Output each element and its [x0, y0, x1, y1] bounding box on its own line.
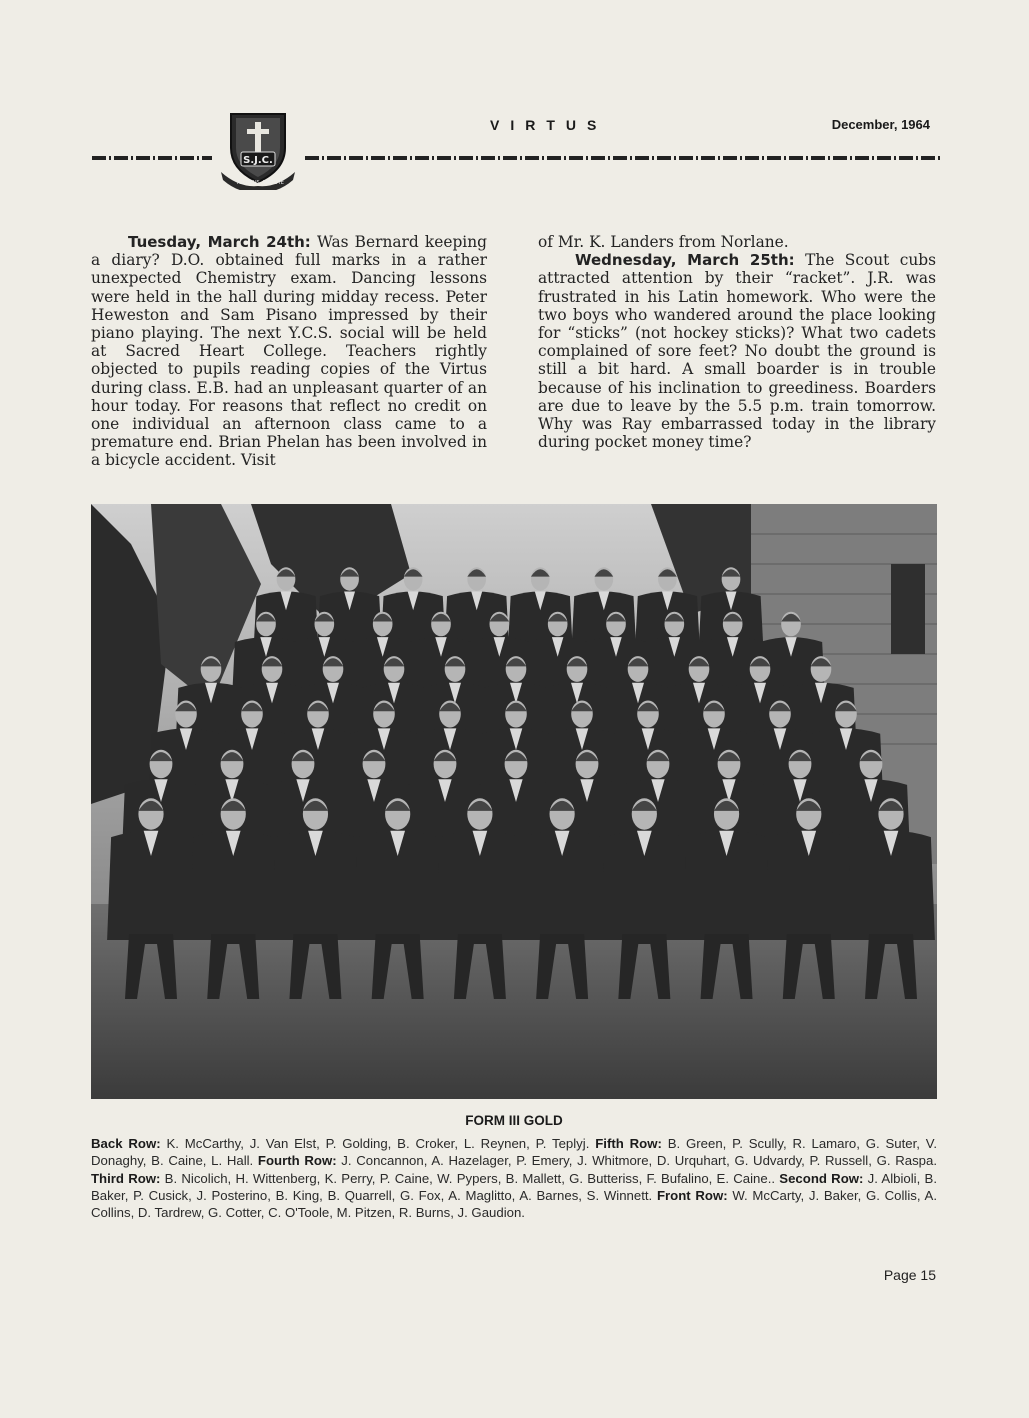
class-group-photo	[91, 504, 937, 1099]
article-column-left	[91, 233, 487, 470]
entry-date: Wednesday, March 25th:	[575, 251, 795, 270]
page-number: Page 15	[883, 1267, 936, 1283]
row-names: W. McCarty, J. Baker, G. Collis, A. Collins, D. Tardrew, G. Cotter, C. O'Toole, M. Pitzen, R. Burns, J. Gaudion.	[91, 1187, 937, 1221]
article-column-right	[538, 233, 936, 451]
row-label: Third Row:	[91, 1170, 161, 1186]
svg-text:VIRTUTE: VIRTUTE	[263, 180, 284, 186]
row-label: Fourth Row:	[257, 1153, 337, 1169]
publication-title: VIRTUS	[490, 117, 608, 133]
header-rule-right	[305, 156, 940, 160]
row-names: J. Albioli, B. Baker, P. Cusick, J. Posterino, B. King, B. Quarrell, G. Fox, A. Maglitto, A. Barnes, S. Winnett.	[91, 1170, 937, 1203]
svg-text:AD DEUS: AD DEUS	[237, 180, 260, 186]
diary-entry-march-25	[538, 251, 936, 451]
photo-caption-title: FORM III GOLD	[465, 1113, 563, 1128]
row-names: J. Concannon, A. Hazelager, P. Emery, J. Whitmore, D. Urquhart, G. Udvardy, P. Russell, G. Raspa.	[336, 1153, 937, 1169]
row-names: K. McCarthy, J. Van Elst, P. Golding, B. Croker, L. Reynen, P. Teplyj.	[160, 1136, 596, 1151]
entry-text: Was Bernard keeping a diary? D.O. obtained full marks in a rather unexpected Chemistry exam. Dancing lessons were held in the hall during midday recess. Peter Heweston and Sam Pisano impressed by their piano playing. The next Y.C.S. social will be held at Sacred Heart College. Teachers rightly objected to pupils reading copies of the Virtus during class. E.B. had an unpleasant quarter of an hour today. For reasons that reflect no credit on one individual an afternoon class came to a premature end. Brian Phelan has been involved in a bicycle accident. Visit	[91, 233, 487, 470]
row-label: Second Row:	[779, 1170, 864, 1186]
photo-caption-names	[91, 1135, 937, 1221]
entry-text: The Scout cubs attracted attention by their “racket”. J.R. was frustrated in his Latin homework. Who were the two boys who wandered around the place looking for “sticks” (not hockey sticks)? What two cadets complained of sore feet? No doubt the ground is still a bit hard. A small boarder is in trouble because of his inclination to greediness. Boarders are due to leave by the 5.5 p.m. train tomorrow. Why was Ray embarrassed today in the library during pocket money time?	[538, 251, 937, 452]
row-names: B. Nicolich, H. Wittenberg, K. Perry, P. Caine, W. Pypers, B. Mallett, G. Butteriss, F. Bufalino, E. Caine..	[160, 1170, 780, 1186]
row-names: B. Green, P. Scully, R. Lamaro, G. Suter, V. Donaghy, B. Caine, L. Hall.	[91, 1136, 938, 1169]
school-crest-logo	[219, 108, 297, 190]
entry-date: Tuesday, March 24th:	[128, 233, 311, 251]
row-label: Front Row:	[656, 1187, 728, 1203]
row-label: Fifth Row:	[595, 1136, 662, 1151]
entry-continuation: of Mr. K. Landers from Norlane.	[538, 233, 789, 251]
header-rule-left	[92, 156, 212, 160]
row-label: Back Row:	[91, 1136, 161, 1151]
diary-entry-march-24	[91, 233, 487, 470]
issue-date: December, 1964	[831, 117, 930, 132]
svg-text:S.J.C.: S.J.C.	[243, 155, 273, 166]
